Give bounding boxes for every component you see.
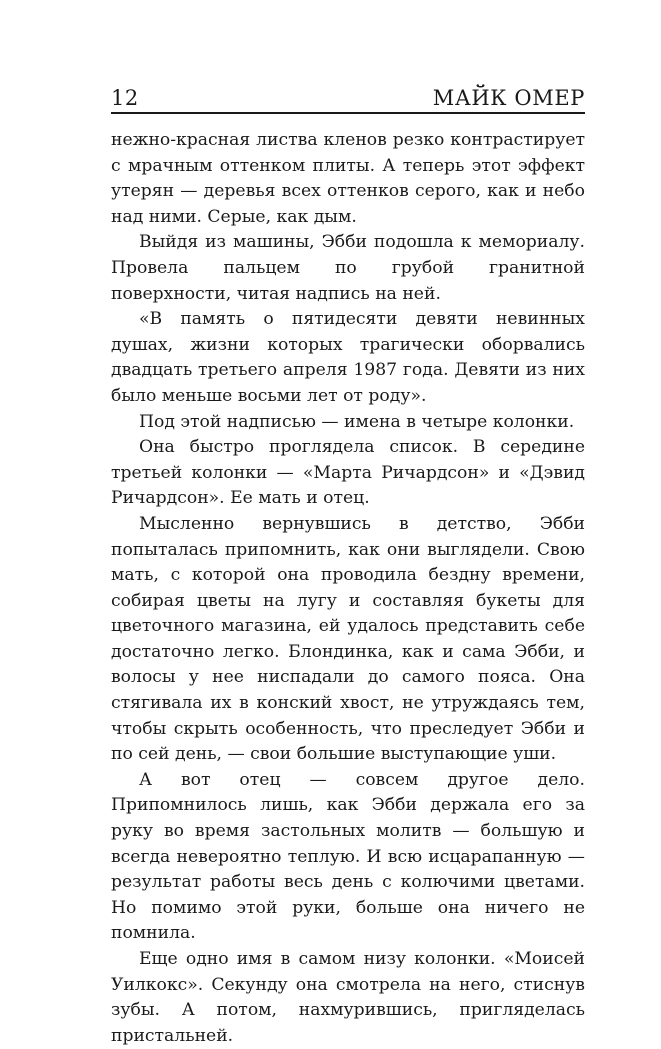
book-page (111, 80, 585, 1049)
body-text (111, 128, 585, 1049)
paragraph: «В память о пятидесяти девяти невинных душах, жизни которых трагически оборвались двадцать третьего апреля 1987 года. Девяти из них было меньше восьми лет от роду». (111, 309, 585, 406)
paragraph: Еще одно имя в самом низу колонки. «Моисей Уилкокс». Секунду она смотрела на него, стиснув зубы. А потом, нахмурившись, пригляделась пристальней. (111, 949, 585, 1046)
page-number: 12 (111, 86, 139, 110)
paragraph: Она быстро проглядела список. В середине третьей колонки — «Марта Ричардсон» и «Дэвид Ричардсон». Ее мать и отец. (111, 437, 585, 509)
page-header (111, 80, 585, 114)
paragraph: А вот отец — совсем другое дело. Припомнилось лишь, как Эбби держала его за руку во время застольных молитв — большую и всегда невероятно теплую. И всю исцарапанную — результат работы весь день с колючими цветами. Но помимо этой руки, больше она ничего не помнила. (111, 769, 585, 944)
paragraph: нежно-красная листва кленов резко контрастирует с мрачным оттенком плиты. А теперь этот эффект утерян — деревья всех оттенков серого, как и небо над ними. Серые, как дым. (111, 130, 585, 227)
paragraph: Под этой надписью — имена в четыре колонки. (139, 411, 575, 432)
paragraph: Мысленно вернувшись в детство, Эбби попыталась припомнить, как они выглядели. Свою мать, с которой она проводила бездну времени, собирая цветы на лугу и составляя букеты для цветочного магазина, ей удалось представить себе достаточно легко. Блондинка, как и сама Эбби, и волосы у нее ниспадали до самого пояса. Она стягивала их в конский хвост, не утруждаясь тем, чтобы скрыть особенность, что преследует Эбби и по сей день, — свои большие выступающие уши. (111, 513, 585, 765)
running-title: МАЙК ОМЕР (432, 86, 585, 110)
paragraph: Выйдя из машины, Эбби подошла к мемориалу. Провела пальцем по грубой гранитной поверхности, читая надпись на ней. (111, 232, 585, 304)
